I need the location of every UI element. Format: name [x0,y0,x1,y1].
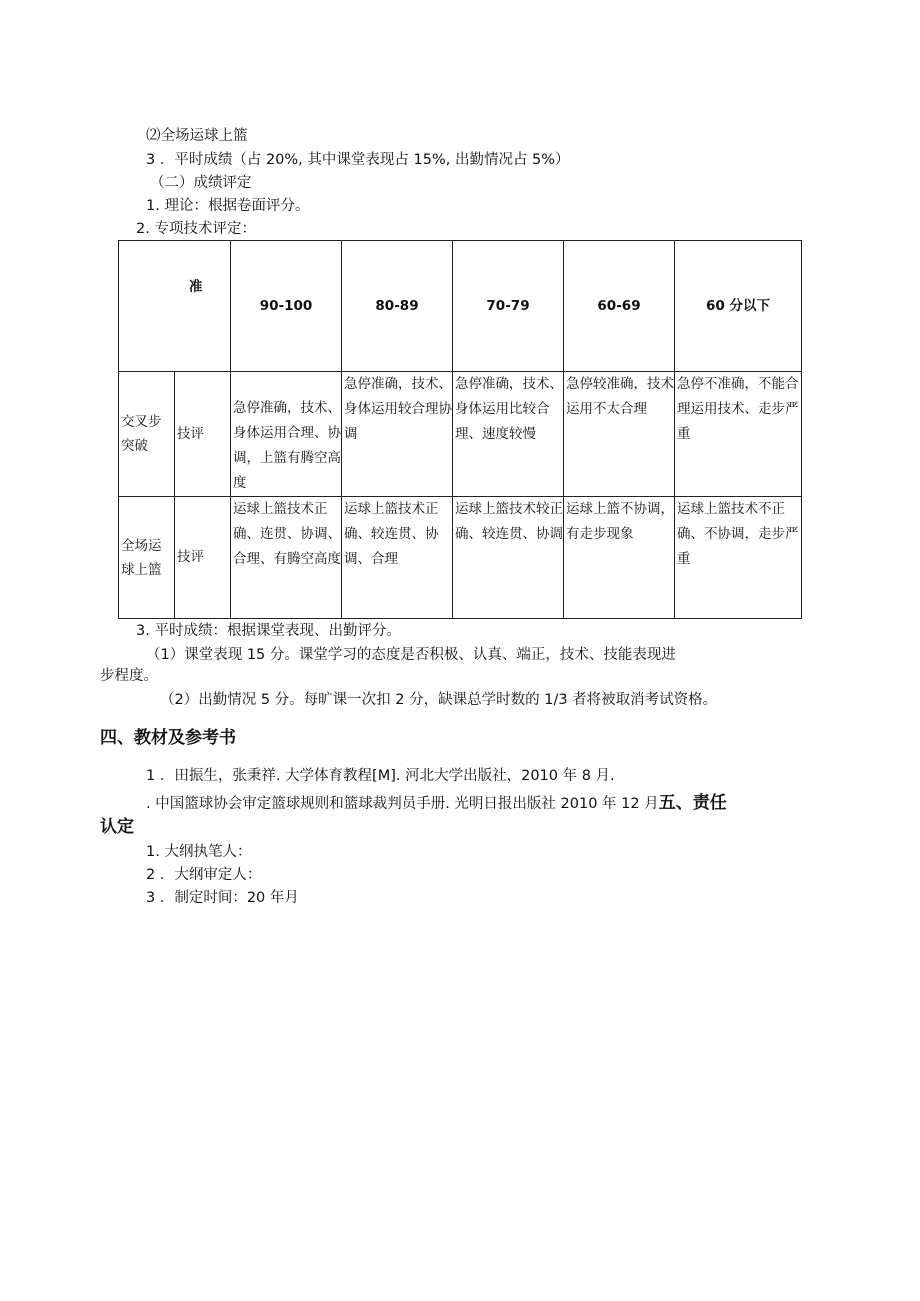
row-sublabel: 技评 [175,372,231,497]
table-corner-cell: 准 [119,241,231,372]
row-label: 交叉步突破 [119,372,175,497]
table-cell: 急停准确，技术、身体运用比较合理、速度较慢 [453,372,564,497]
table-cell: 运球上篮技术较正确、较连贯、协调 [453,497,564,619]
table-cell: 急停准确，技术、身体运用合理、协调，上篮有腾空高度 [231,372,342,497]
table-header: 60 分以下 [675,241,802,372]
section-heading: 五、责任 [658,793,727,813]
text-line: 2 ．大纲审定人： [146,867,262,883]
table-header: 60-69 [564,241,675,372]
section-heading: 四、教材及参考书 [100,728,236,748]
section-subheading: （二）成绩评定 [150,175,252,191]
table-cell: 运球上篮不协调，有走步现象 [564,497,675,619]
text-line: 3. 平时成绩：根据课堂表现、出勤评分。 [136,623,401,639]
table-header: 80-89 [342,241,453,372]
table-cell: 急停准确，技术、身体运用较合理协调 [342,372,453,497]
text-line: 3 ．平时成绩（占 20%, 其中课堂表现占 15%, 出勤情况占 5%） [146,152,570,168]
text-line: 步程度。 [100,668,158,684]
table-cell: 急停不准确，不能合理运用技术、走步严重 [675,372,802,497]
text-line: 2. 专项技术评定： [136,221,256,237]
row-label: 全场运球上篮 [119,497,175,619]
text-line: ⑵全场运球上篮 [146,128,248,144]
reference-item [146,793,727,814]
table-cell: 急停较准确，技术运用不太合理 [564,372,675,497]
table-header: 90-100 [231,241,342,372]
reference-item: 1 ．田振生，张秉祥. 大学体育教程[M]. 河北大学出版社，2010 年 8 月. [146,768,615,784]
row-sublabel: 技评 [175,497,231,619]
table-cell: 运球上篮技术正确、较连贯、协调、合理 [342,497,453,619]
text-line: 1. 理论：根据卷面评分。 [146,198,310,214]
grading-table [118,240,802,619]
table-cell: 运球上篮技术正确、连贯、协调、合理、有腾空高度 [231,497,342,619]
reference-text: . 中国篮球协会审定篮球规则和篮球裁判员手册. 光明日报出版社 2010 年 12 月 [146,796,659,812]
table-header: 70-79 [453,241,564,372]
text-line: （2）出勤情况 5 分。每旷课一次扣 2 分，缺课总学时数的 1/3 者将被取消考试资格。 [160,692,718,708]
section-heading: 认定 [100,817,134,837]
table-cell: 运球上篮技术不正确、不协调，走步严重 [675,497,802,619]
text-line: 3 ．制定时间：20 年月 [146,890,299,906]
text-line: 1. 大纲执笔人： [146,844,252,860]
text-line: （1）课堂表现 15 分。课堂学习的态度是否积极、认真、端正，技术、技能表现进 [146,647,676,663]
